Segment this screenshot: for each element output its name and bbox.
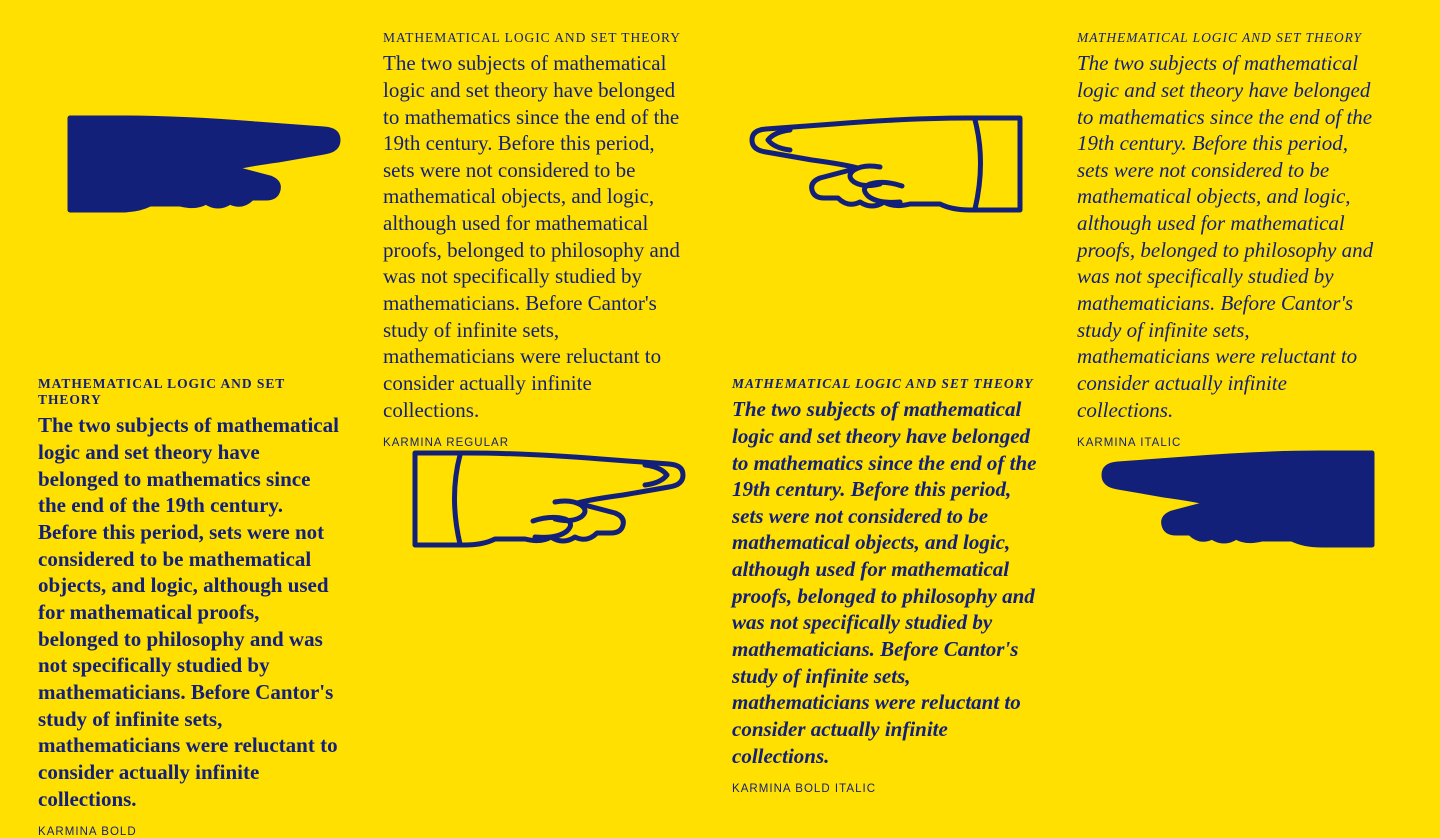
specimen-paragraph: The two subjects of mathematical logic and set theory have belonged to mathematics since the end of the 19th century. Before this period, sets were not considered to be mathematical objects, and logic, although used for mathematical proofs, belonged to philosophy and was not specifically studied by mathematicians. Before Cantor's study of infinite sets, mathematicians were reluctant to consider actually infinite collections. bbox=[383, 51, 680, 422]
pointing-hand-filled-left-icon bbox=[1092, 445, 1382, 560]
specimen-paragraph: The two subjects of mathematical logic and set theory have belonged to mathematics since the end of the 19th century. Before this period, sets were not considered to be mathematical objects, and logic, although used for mathematical proofs, belonged to philosophy and was not specifically studied by mathematicians. Before Cantor's study of infinite sets, mathematicians were reluctant to consider actually infinite collections. bbox=[1077, 51, 1374, 422]
specimen-caption: KARMINA BOLD ITALIC bbox=[732, 783, 877, 796]
pointing-hand-outline-right-icon bbox=[405, 445, 695, 560]
specimen-block-bold-italic bbox=[732, 376, 1037, 795]
specimen-paragraph: The two subjects of mathematical logic and set theory have belonged to mathematics since the end of the 19th century. Before this period, sets were not considered to be mathematical objects, and logic, although used for mathematical proofs, belonged to philosophy and was not specifically studied by mathematicians. Before Cantor's study of infinite sets, mathematicians were reluctant to consider actually infinite collections. bbox=[732, 397, 1037, 768]
pointing-hand-filled-right-icon bbox=[60, 110, 350, 225]
specimen-caption: KARMINA BOLD bbox=[38, 826, 137, 838]
specimen-heading: MATHEMATICAL LOGIC AND SET THEORY bbox=[38, 376, 285, 408]
specimen-caption: KARMINA ITALIC bbox=[1077, 437, 1182, 450]
specimen-caption: KARMINA REGULAR bbox=[383, 437, 510, 450]
specimen-block-italic bbox=[1077, 30, 1382, 449]
specimen-heading: MATHEMATICAL LOGIC AND SET THEORY bbox=[1077, 30, 1362, 45]
specimen-block-regular bbox=[383, 30, 688, 449]
specimen-block-bold bbox=[38, 376, 343, 838]
pointing-hand-outline-left-icon bbox=[740, 110, 1030, 225]
specimen-paragraph: The two subjects of mathematical logic and set theory have belonged to mathematics since the end of the 19th century. Before this period, sets were not considered to be mathematical objects, and logic, although used for mathematical proofs, belonged to philosophy and was not specifically studied by mathematicians. Before Cantor's study of infinite sets, mathematicians were reluctant to consider actually infinite collections. bbox=[38, 413, 339, 811]
specimen-heading: MATHEMATICAL LOGIC AND SET THEORY bbox=[732, 376, 1034, 391]
specimen-heading: MATHEMATICAL LOGIC AND SET THEORY bbox=[383, 30, 681, 45]
